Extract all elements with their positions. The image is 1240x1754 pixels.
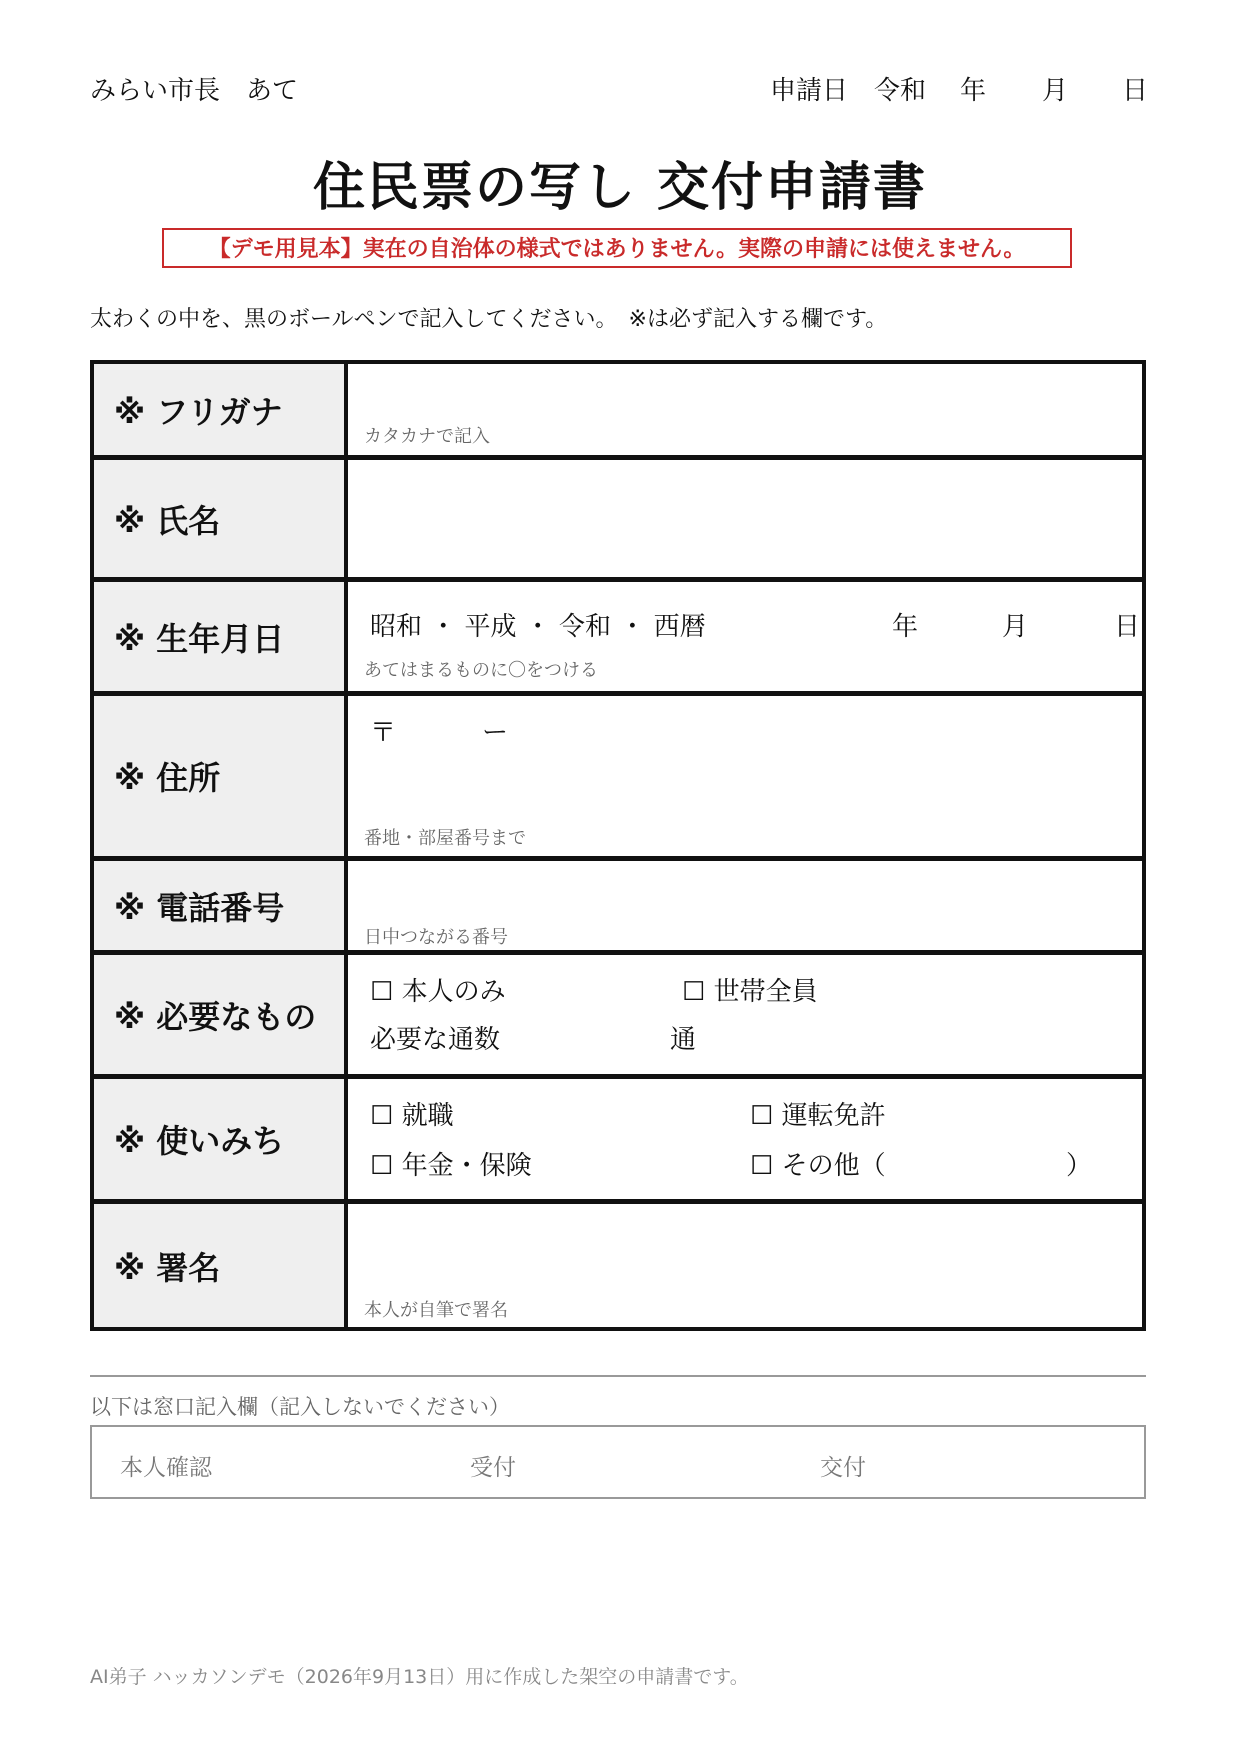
office-reception: 受付 (470, 1455, 516, 1481)
application-form (90, 360, 1146, 1331)
label-purpose: ※ 使いみち (94, 1079, 348, 1199)
label-birthdate: ※ 生年月日 (94, 582, 348, 691)
option-job-checkbox[interactable]: ☐ 就職 (370, 1101, 454, 1131)
date-year: 年 (960, 76, 987, 106)
other-close-paren: ） (1066, 1151, 1093, 1181)
instructions: 太わくの中を、黒のボールペンで記入してください。 ※は必ず記入する欄です。 (90, 307, 888, 332)
label-furigana: ※ フリガナ (94, 364, 348, 455)
row-signature (94, 1199, 1142, 1327)
application-date (770, 70, 1148, 107)
birth-day-label: 日 (1114, 612, 1141, 642)
label-address: ※ 住所 (94, 696, 348, 856)
row-purpose (94, 1074, 1142, 1199)
addressee: みらい市長 あて (90, 76, 299, 106)
furigana-field[interactable] (348, 364, 1142, 455)
date-label: 申請日 令和 (770, 76, 927, 106)
signature-hint: 本人が自筆で署名 (364, 1300, 508, 1321)
furigana-hint: カタカナで記入 (364, 426, 490, 447)
birth-month-label: 月 (1002, 612, 1029, 642)
option-household-checkbox[interactable]: ☐ 世帯全員 (682, 977, 818, 1007)
signature-field[interactable] (348, 1204, 1142, 1327)
office-issuance: 交付 (820, 1455, 866, 1481)
phone-field[interactable] (348, 861, 1142, 950)
divider (90, 1375, 1146, 1377)
office-use-box (90, 1425, 1146, 1499)
row-phone (94, 856, 1142, 950)
purpose-field (348, 1079, 1142, 1199)
option-other-checkbox[interactable]: ☐ その他（ (750, 1151, 886, 1181)
option-license-checkbox[interactable]: ☐ 運転免許 (750, 1101, 886, 1131)
office-note: 以下は窓口記入欄（記入しないでください） (90, 1395, 510, 1419)
label-phone: ※ 電話番号 (94, 861, 348, 950)
footer-note: AI弟子 ハッカソンデモ（2026年9月13日）用に作成した架空の申請書です。 (90, 1666, 749, 1688)
birthdate-hint: あてはまるものに〇をつける (364, 660, 598, 681)
name-field[interactable] (348, 460, 1142, 577)
row-address (94, 691, 1142, 856)
copies-unit: 通 (670, 1025, 697, 1055)
page-title: 住民票の写し 交付申請書 (312, 158, 928, 218)
label-signature: ※ 署名 (94, 1204, 348, 1327)
birth-year-label: 年 (892, 612, 919, 642)
option-self-checkbox[interactable]: ☐ 本人のみ (370, 977, 506, 1007)
copies-label: 必要な通数 (370, 1025, 501, 1055)
date-day: 日 (1122, 76, 1149, 106)
label-required: ※ 必要なもの (94, 955, 348, 1074)
address-field[interactable] (348, 696, 1142, 856)
option-pension-checkbox[interactable]: ☐ 年金・保険 (370, 1151, 532, 1181)
date-month: 月 (1042, 76, 1069, 106)
row-birthdate (94, 577, 1142, 691)
postal-dash: ー (482, 718, 509, 748)
row-furigana (94, 364, 1142, 455)
birthdate-field[interactable] (348, 582, 1142, 691)
required-field (348, 955, 1142, 1074)
phone-hint: 日中つながる番号 (364, 927, 508, 948)
office-id-check: 本人確認 (120, 1455, 212, 1481)
demo-notice: 【デモ用見本】実在の自治体の様式ではありません。実際の申請には使えません。 (162, 228, 1072, 268)
row-name (94, 455, 1142, 577)
postal-mark: 〒 (370, 718, 397, 748)
era-options[interactable]: 昭和 ・ 平成 ・ 令和 ・ 西暦 (370, 612, 706, 642)
address-hint: 番地・部屋番号まで (364, 828, 526, 849)
row-required (94, 950, 1142, 1074)
label-name: ※ 氏名 (94, 460, 348, 577)
